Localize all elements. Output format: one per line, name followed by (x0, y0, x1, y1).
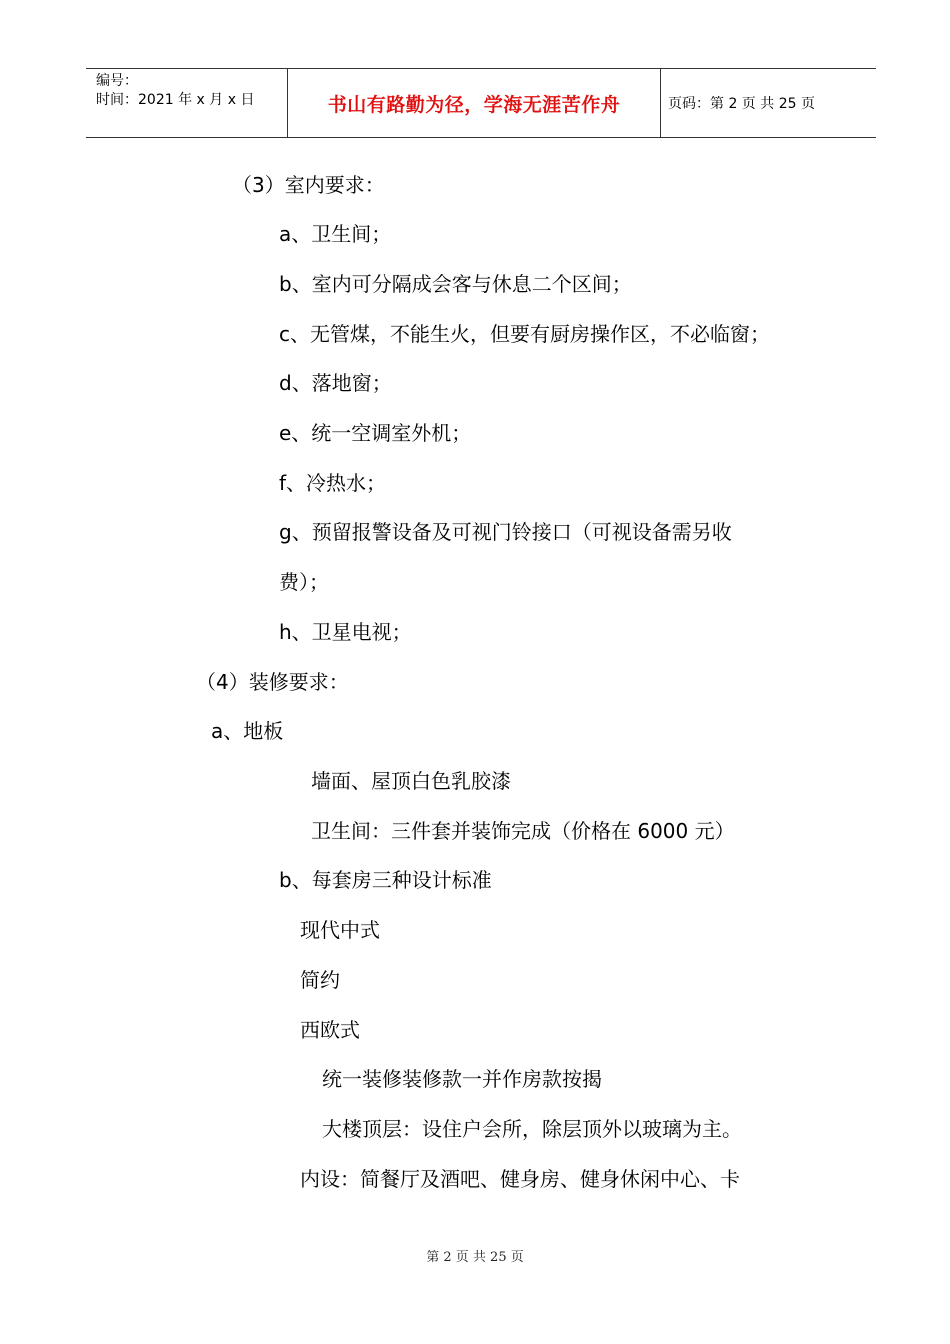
header-meta (96, 72, 254, 110)
header-page-info: 页码：第 2 页 共 25 页 (668, 96, 815, 112)
list-item: h、卫星电视； (279, 620, 412, 644)
text-line: 现代中式 (300, 918, 380, 942)
list-item-continuation: 费）； (279, 570, 329, 594)
list-item: a、卫生间； (279, 222, 392, 246)
list-item: c、无管煤，不能生火，但要有厨房操作区，不必临窗； (279, 322, 770, 346)
page-header (86, 68, 876, 138)
page-footer: 第 2 页 共 25 页 (426, 1250, 524, 1265)
list-item: e、统一空调室外机； (279, 421, 472, 445)
text-line: 简约 (300, 968, 340, 992)
section-4-heading: （4）装修要求： (196, 670, 349, 694)
text-line: 内设：简餐厅及酒吧、健身房、健身休闲中心、卡 (300, 1167, 740, 1191)
text-line: 大楼顶层：设住户会所，除层顶外以玻璃为主。 (322, 1117, 742, 1141)
header-date: 时间：2021 年 x 月 x 日 (96, 92, 255, 108)
section-3-heading: （3）室内要求： (232, 173, 385, 197)
header-number-label: 编号： (96, 73, 138, 89)
list-item: g、预留报警设备及可视门铃接口（可视设备需另收 (279, 520, 732, 544)
text-line: 西欧式 (300, 1018, 360, 1042)
list-item: b、室内可分隔成会客与休息二个区间； (279, 272, 632, 296)
list-item: b、每套房三种设计标准 (279, 868, 492, 892)
text-line: 墙面、屋顶白色乳胶漆 (311, 769, 511, 793)
text-line: 统一装修装修款一并作房款按揭 (322, 1067, 602, 1091)
list-item: a、地板 (211, 719, 284, 743)
text-line: 卫生间：三件套并装饰完成（价格在 6000 元） (311, 819, 735, 843)
header-divider (660, 69, 661, 137)
list-item: d、落地窗； (279, 371, 392, 395)
header-slogan: 书山有路勤为径，学海无涯苦作舟 (327, 93, 621, 116)
list-item: f、冷热水； (279, 471, 387, 495)
